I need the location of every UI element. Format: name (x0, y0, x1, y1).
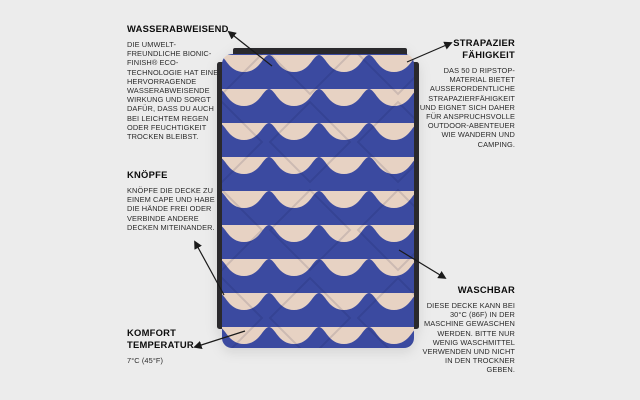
callout-body: KNÖPFE DIE DECKE ZU EINEM CAPE UND HABE DIE HÄNDE FREI ODER VERBINDE ANDERE DECKEN MITEINANDER. (127, 186, 215, 232)
callout-body: DIE UMWELT-FREUNDLICHE BIONIC-FINISH® ECO-TECHNOLOGIE HAT EINE HERVORRAGENDE WASSERABWEISENDE WIRKUNG UND SORGT DAFÜR, DASS DU AUCH BEI LEICHTEM REGEN ODER FEUCHTIGKEIT TROCKEN BLEIBST. (127, 40, 219, 142)
callout-wasserabweisend (127, 23, 227, 141)
callout-komfort-temperatur (127, 327, 227, 365)
callout-body: 7°C (45°F) (127, 356, 164, 365)
callout-title: WASSERABWEISEND (127, 23, 229, 34)
callout-knoepfe (127, 169, 227, 232)
callout-title: WASCHBAR (457, 284, 515, 295)
callout-body: DIESE DECKE KANN BEI 30°C (86F) IN DER MASCHINE GEWASCHEN WERDEN. BITTE NUR WENIG WASCHMITTEL VERWENDEN UND NICHT IN DEN TROCKNER GEBEN. (422, 301, 515, 375)
blanket-quilting-texture (222, 54, 414, 348)
callout-title: KNÖPFE (127, 169, 168, 180)
callout-body: DAS 50 D RIPSTOP-MATERIAL BIETET AUSSERORDENTLICHE STRAPAZIERFÄHIGKEIT UND EIGNET SICH DAHER FÜR ANSPRUCHSVOLLE OUTDOOR-ABENTEUER WIE WANDERN UND CAMPING. (419, 66, 515, 149)
blanket-illustration (217, 48, 419, 348)
callout-title: STRAPAZIER FÄHIGKEIT (453, 37, 515, 60)
callout-strapazierfaehigkeit (417, 37, 515, 149)
callout-title: KOMFORT TEMPERATUR (127, 327, 194, 350)
callout-waschbar (417, 284, 515, 375)
